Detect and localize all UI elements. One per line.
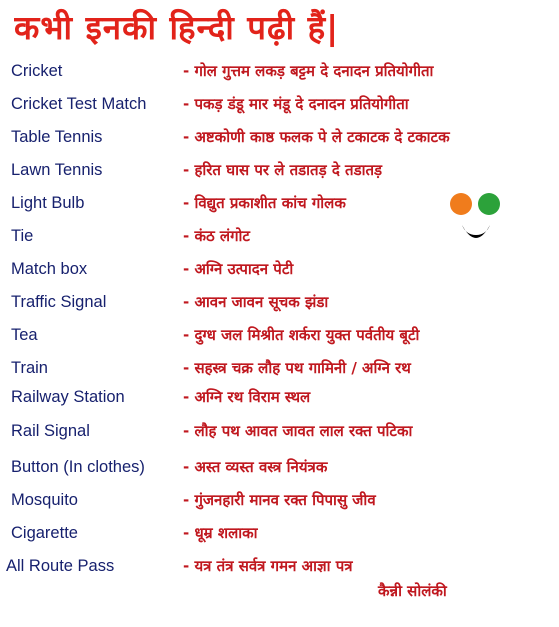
english-term: Button (In clothes) (11, 458, 145, 476)
list-item (0, 91, 559, 121)
hindi-translation: - सहस्त्र चक्र लौह पथ गामिनी / अग्नि रथ (183, 359, 411, 377)
list-item (0, 322, 559, 352)
hindi-translation: - विद्युत प्रकाशीत कांच गोलक (183, 194, 346, 212)
english-term: Light Bulb (11, 194, 85, 212)
english-term: Tie (11, 227, 34, 245)
english-term: Tea (11, 326, 38, 344)
english-term: Rail Signal (11, 422, 90, 440)
hindi-translation: - अग्नि रथ विराम स्थल (183, 388, 311, 406)
hindi-translation: - अष्टकोणी काष्ठ फलक पे ले टकाटक दे टकाटक (183, 128, 450, 146)
green-eye (478, 193, 500, 215)
hindi-translation: - धूम्र शलाका (183, 524, 258, 542)
list-item (0, 553, 559, 583)
list-item (0, 454, 559, 484)
english-term: Table Tennis (11, 128, 103, 146)
list-item (0, 487, 559, 517)
hindi-translation: - कंठ लंगोट (183, 227, 250, 245)
list-item (0, 256, 559, 286)
smile (462, 225, 490, 238)
english-term: Cigarette (11, 524, 78, 542)
list-item (0, 520, 559, 550)
list-item (0, 124, 559, 154)
hindi-translation: - गुंजनहारी मानव रक्त पिपासु जीव (183, 491, 376, 509)
hindi-translation: - लौह पथ आवत जावत लाल रक्त पटिका (183, 422, 413, 440)
orange-eye (450, 193, 472, 215)
hindi-translation: - गोल गुत्तम लकड़ बट्टम दे दनादन प्रतियोगीता (183, 62, 434, 80)
smiley-emoji-icon (446, 191, 506, 245)
list-item (0, 384, 559, 414)
hindi-translation: - यत्र तंत्र सर्वत्र गमन आज्ञा पत्र (183, 557, 353, 575)
page-title: कभी इनकी हिन्दी पढ़ी हैं| (14, 8, 340, 47)
english-term: Train (11, 359, 48, 377)
signature: कैन्नी सोलंकी (378, 582, 447, 600)
list-item (0, 58, 559, 88)
english-term: Railway Station (11, 388, 125, 406)
english-term: Traffic Signal (11, 293, 107, 311)
list-item (0, 418, 559, 448)
hindi-translation: - दुग्ध जल मिश्रीत शर्करा युक्त पर्वतीय बूटी (183, 326, 420, 344)
english-term: Cricket (11, 62, 63, 80)
english-term: Match box (11, 260, 88, 278)
english-term: All Route Pass (6, 557, 115, 575)
hindi-translation: - अग्नि उत्पादन पेटी (183, 260, 294, 278)
list-item (0, 289, 559, 319)
english-term: Mosquito (11, 491, 78, 509)
list-item (0, 157, 559, 187)
hindi-translation: - अस्त व्यस्त वस्त्र नियंत्रक (183, 458, 328, 476)
hindi-translation: - आवन जावन सूचक झंडा (183, 293, 329, 311)
hindi-translation: - पकड़ डंडू मार मंडू दे दनादन प्रतियोगीता (183, 95, 409, 113)
hindi-translation: - हरित घास पर ले तडातड़ दे तडातड़ (183, 161, 383, 179)
english-term: Lawn Tennis (11, 161, 103, 179)
list-item (0, 355, 559, 385)
english-term: Cricket Test Match (11, 95, 147, 113)
